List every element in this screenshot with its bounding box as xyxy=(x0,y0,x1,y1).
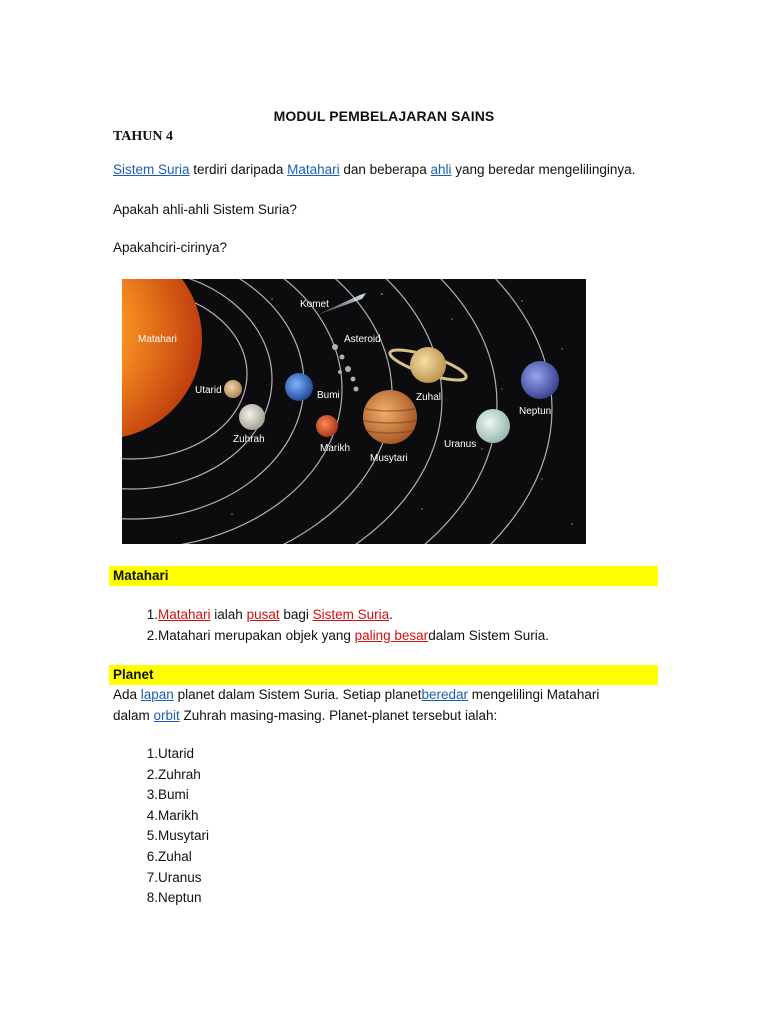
label-marikh: Marikh xyxy=(320,443,351,454)
saturn xyxy=(410,347,446,383)
text-period: . xyxy=(389,607,393,622)
planet-paragraph-line-1 xyxy=(113,687,599,702)
document-title: MODUL PEMBELAJARAN SAINS xyxy=(273,108,495,124)
list-number: 4. xyxy=(146,807,158,823)
link-lapan[interactable]: lapan xyxy=(140,687,174,702)
link-beredar[interactable]: beredar xyxy=(421,687,469,702)
mars xyxy=(316,415,338,437)
list-number: 1. xyxy=(146,607,158,622)
planet-list-item xyxy=(113,826,210,847)
list-number: 1. xyxy=(146,746,158,761)
earth xyxy=(285,373,313,401)
uranus xyxy=(476,409,510,443)
link-ahli[interactable]: ahli xyxy=(430,162,452,177)
link-sistem-suria[interactable]: Sistem Suria xyxy=(113,162,190,177)
link-matahari[interactable]: Matahari xyxy=(287,162,340,177)
matahari-list xyxy=(113,605,549,646)
text-mengelilingi: mengelilingi Matahari xyxy=(468,687,600,702)
planet-list-item xyxy=(113,806,199,827)
solar-system-svg xyxy=(122,279,586,544)
planet-name: Neptun xyxy=(158,890,202,906)
venus xyxy=(239,404,265,430)
list-number: 2. xyxy=(146,627,158,643)
label-asteroid: Asteroid xyxy=(344,334,381,345)
planet-list-item xyxy=(113,785,189,806)
text-dalam: dalam Sistem Suria. xyxy=(428,627,549,643)
intro-text-3: yang beredar mengelilinginya. xyxy=(451,162,636,177)
text-dalam: dalam xyxy=(113,708,154,723)
question-characteristics: Apakahciri-cirinya? xyxy=(113,240,228,255)
intro-text-2: dan beberapa xyxy=(339,162,431,177)
link-paling-besar[interactable]: paling besar xyxy=(354,627,429,643)
planet-list xyxy=(113,744,210,909)
link-matahari-red[interactable]: Matahari xyxy=(158,607,211,622)
planet-name: Zuhal xyxy=(158,848,192,864)
intro-text-1: terdiri daripada xyxy=(189,162,288,177)
label-utarid: Utarid xyxy=(195,385,222,396)
list-number: 7. xyxy=(146,869,158,885)
text-zuhrah: Zuhrah masing-masing. Planet-planet tersebut ialah: xyxy=(179,708,498,723)
label-neptun: Neptun xyxy=(519,406,552,417)
label-zuhrah: Zuhrah xyxy=(233,434,265,445)
label-matahari: Matahari xyxy=(138,334,177,345)
intro-paragraph xyxy=(113,162,635,177)
link-orbit[interactable]: orbit xyxy=(153,708,180,723)
planet-list-item xyxy=(113,888,202,909)
planet-list-item xyxy=(113,765,201,786)
text-planet: planet dalam Sistem Suria. Setiap planet xyxy=(173,687,422,702)
planet-list-item xyxy=(113,847,192,868)
text-merupakan: Matahari merupakan objek yang xyxy=(158,627,355,643)
planet-list-item xyxy=(113,868,202,889)
planet-name: Musytari xyxy=(158,828,210,844)
planet-name: Uranus xyxy=(158,869,202,885)
list-number: 2. xyxy=(146,766,158,782)
planet-heading-bar xyxy=(109,665,658,685)
mercury xyxy=(224,380,242,398)
planet-name: Utarid xyxy=(158,746,195,761)
label-musytari: Musytari xyxy=(370,453,408,464)
text-ialah: ialah xyxy=(210,607,247,622)
label-zuhal: Zuhal xyxy=(416,392,442,403)
text-bagi: bagi xyxy=(279,607,313,622)
matahari-heading-bar xyxy=(109,566,658,586)
label-bumi: Bumi xyxy=(317,390,340,401)
question-members: Apakah ahli-ahli Sistem Suria? xyxy=(113,202,297,217)
link-sistem-suria-red[interactable]: Sistem Suria xyxy=(312,607,390,622)
planet-name: Marikh xyxy=(158,807,199,823)
list-number: 6. xyxy=(146,848,158,864)
link-pusat[interactable]: pusat xyxy=(246,607,280,622)
list-item xyxy=(113,605,393,626)
list-text xyxy=(158,626,549,647)
planet-list-item xyxy=(113,744,195,765)
year-heading: TAHUN 4 xyxy=(113,129,174,144)
matahari-heading: Matahari xyxy=(113,568,169,583)
text-ada: Ada xyxy=(113,687,141,702)
planet-name: Zuhrah xyxy=(158,766,201,782)
planet-name: Bumi xyxy=(158,787,189,803)
list-number: 3. xyxy=(146,787,158,803)
list-text xyxy=(158,605,393,626)
list-number: 8. xyxy=(146,890,158,906)
jupiter xyxy=(363,390,417,444)
planet-paragraph-line-2 xyxy=(113,708,497,723)
solar-system-image xyxy=(122,279,586,544)
planet-heading: Planet xyxy=(113,667,154,682)
label-komet: Komet xyxy=(300,299,329,310)
label-uranus: Uranus xyxy=(444,439,477,450)
list-number: 5. xyxy=(146,828,158,844)
list-item xyxy=(113,626,549,647)
neptune xyxy=(521,361,559,399)
